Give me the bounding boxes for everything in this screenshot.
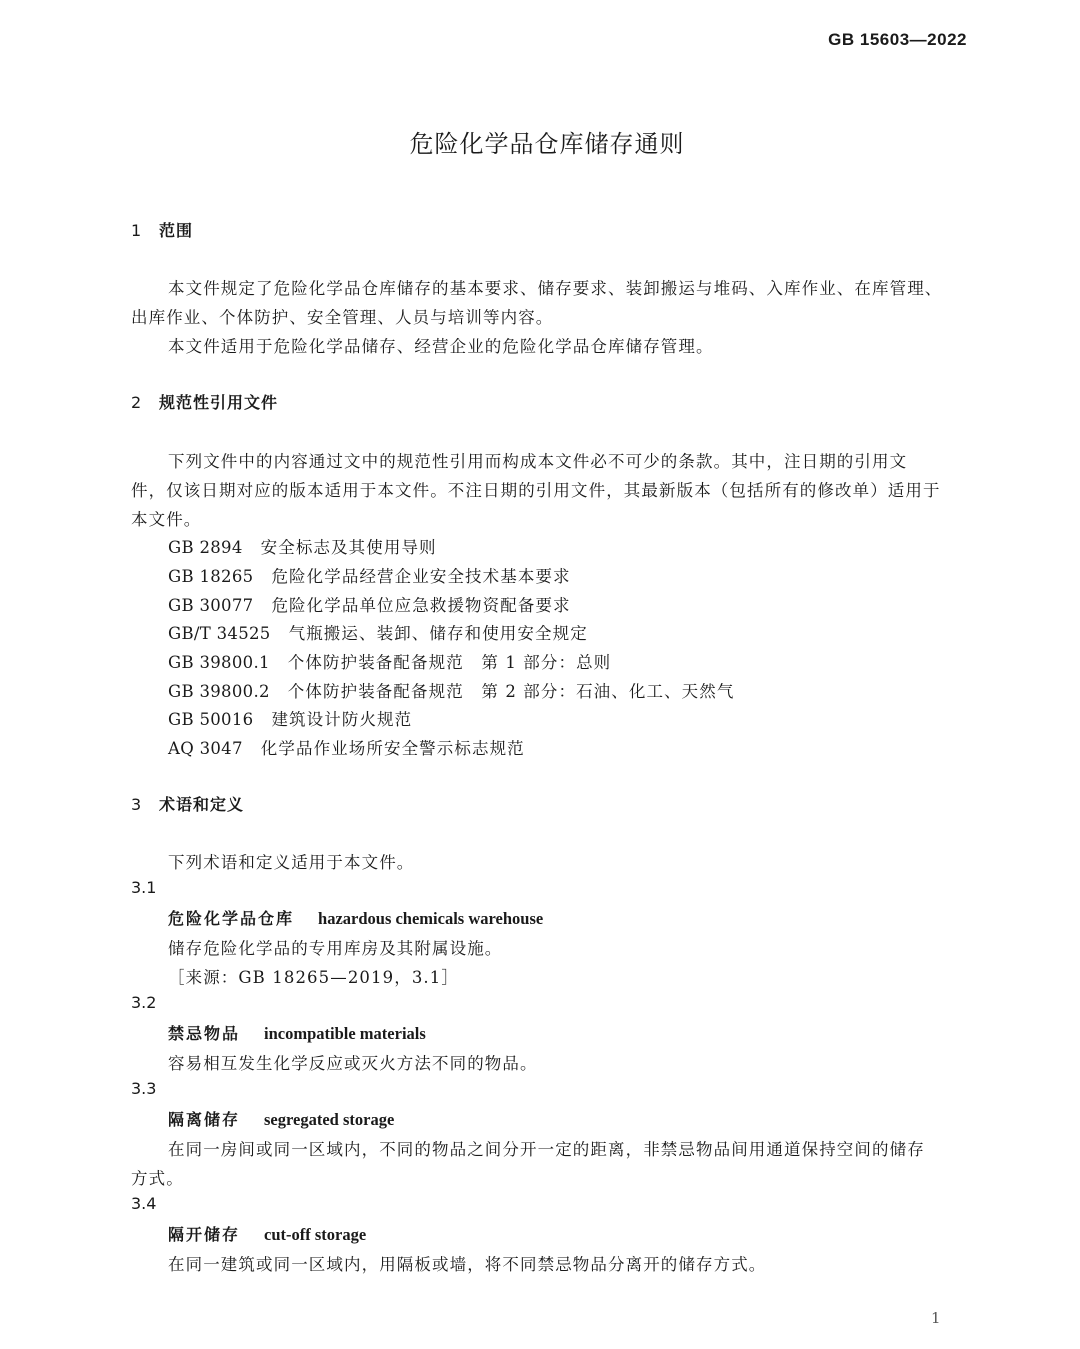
reference-item xyxy=(168,706,412,730)
reference-item xyxy=(168,592,571,616)
term-english: segregated storage xyxy=(264,1110,395,1129)
term-chinese: 危险化学品仓库 xyxy=(168,909,295,928)
reference-title: 化学品作业场所安全警示标志规范 xyxy=(260,739,525,758)
term-number: 3.2 xyxy=(131,993,157,1012)
refs-intro-line-1: 下列文件中的内容通过文中的规范性引用而构成本文件必不可少的条款。其中，注日期的引用文 xyxy=(168,452,908,471)
document-title: 危险化学品仓库储存通则 xyxy=(409,130,685,158)
page-number: 1 xyxy=(931,1309,941,1327)
reference-code: AQ 3047 xyxy=(168,739,243,758)
term-definition: 在同一房间或同一区域内，不同的物品之间分开一定的距离，非禁忌物品间用通道保持空间的储存 xyxy=(168,1140,925,1159)
section-number: 3 xyxy=(131,795,143,814)
term-definition-continued: 方式。 xyxy=(131,1169,184,1188)
term-number: 3.3 xyxy=(131,1079,157,1098)
section-1-heading xyxy=(131,218,193,241)
term-english: hazardous chemicals warehouse xyxy=(318,909,544,928)
reference-title: 建筑设计防火规范 xyxy=(271,710,413,729)
reference-code: GB 30077 xyxy=(168,596,254,615)
reference-item xyxy=(168,678,734,702)
reference-title: 危险化学品经营企业安全技术基本要求 xyxy=(271,567,571,586)
section-title: 规范性引用文件 xyxy=(159,393,279,412)
term-number: 3.4 xyxy=(131,1194,157,1213)
reference-code: GB 50016 xyxy=(168,710,254,729)
reference-item xyxy=(168,620,588,644)
term-english: incompatible materials xyxy=(264,1024,426,1043)
reference-title: 个体防护装备配备规范 第 2 部分：石油、化工、天然气 xyxy=(287,682,735,701)
section-title: 范围 xyxy=(159,221,194,240)
scope-paragraph-2: 本文件适用于危险化学品储存、经营企业的危险化学品仓库储存管理。 xyxy=(168,337,714,356)
reference-title: 气瓶搬运、装卸、储存和使用安全规定 xyxy=(288,624,588,643)
reference-item xyxy=(168,735,525,759)
term-chinese: 隔离储存 xyxy=(168,1110,241,1129)
term-heading xyxy=(168,1107,394,1130)
reference-code: GB 39800.2 xyxy=(168,682,270,701)
scope-paragraph-1-line-2: 出库作业、个体防护、安全管理、人员与培训等内容。 xyxy=(131,308,554,327)
term-definition: 在同一建筑或同一区域内，用隔板或墙，将不同禁忌物品分离开的储存方式。 xyxy=(168,1255,767,1274)
reference-item xyxy=(168,563,571,587)
section-title: 术语和定义 xyxy=(159,795,245,814)
reference-title: 危险化学品单位应急救援物资配备要求 xyxy=(271,596,571,615)
scope-paragraph-1-line-1: 本文件规定了危险化学品仓库储存的基本要求、储存要求、装卸搬运与堆码、入库作业、在库管理、 xyxy=(168,279,943,298)
reference-code: GB 39800.1 xyxy=(168,653,270,672)
section-number: 2 xyxy=(131,393,143,412)
section-number: 1 xyxy=(131,221,143,240)
term-heading xyxy=(168,1021,426,1044)
term-source: ［来源：GB 18265—2019，3.1］ xyxy=(168,968,459,987)
term-definition: 容易相互发生化学反应或灭火方法不同的物品。 xyxy=(168,1054,538,1073)
term-number: 3.1 xyxy=(131,878,157,897)
refs-intro-line-2: 件，仅该日期对应的版本适用于本文件。不注日期的引用文件，其最新版本（包括所有的修改单）适用于 xyxy=(131,481,941,500)
reference-title: 个体防护装备配备规范 第 1 部分：总则 xyxy=(287,653,612,672)
term-chinese: 禁忌物品 xyxy=(168,1024,241,1043)
reference-title: 安全标志及其使用导则 xyxy=(260,538,437,557)
term-chinese: 隔开储存 xyxy=(168,1225,241,1244)
section-2-heading xyxy=(131,390,278,413)
term-english: cut-off storage xyxy=(264,1225,367,1244)
reference-item xyxy=(168,534,437,558)
terms-intro: 下列术语和定义适用于本文件。 xyxy=(168,853,415,872)
term-heading xyxy=(168,906,543,929)
reference-code: GB/T 34525 xyxy=(168,624,271,643)
term-definition: 储存危险化学品的专用库房及其附属设施。 xyxy=(168,939,503,958)
term-heading xyxy=(168,1222,366,1245)
reference-code: GB 18265 xyxy=(168,567,254,586)
refs-intro-line-3: 本文件。 xyxy=(131,510,202,529)
reference-item xyxy=(168,649,611,673)
section-3-heading xyxy=(131,792,244,815)
reference-code: GB 2894 xyxy=(168,538,243,557)
standard-number: GB 15603—2022 xyxy=(828,30,967,49)
